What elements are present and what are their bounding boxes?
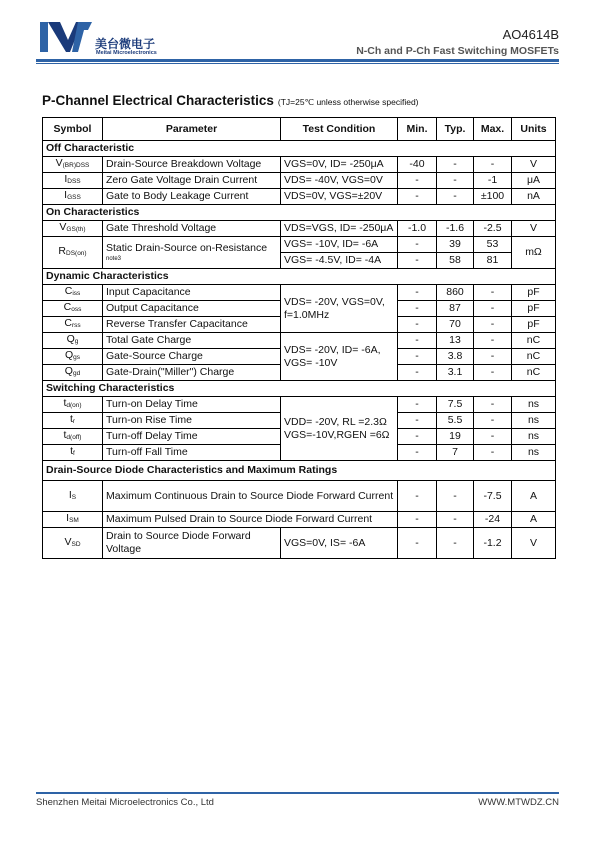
symbol: $I_{DSS}$ bbox=[43, 173, 103, 189]
col-parameter: Parameter bbox=[103, 118, 281, 141]
logo-chinese-text: 美台微电子 bbox=[95, 37, 156, 51]
footer-rule bbox=[36, 792, 559, 794]
max: - bbox=[474, 333, 512, 349]
typ: - bbox=[437, 528, 474, 559]
col-min: Min. bbox=[398, 118, 437, 141]
symbol: $I_S$ bbox=[43, 481, 103, 512]
min: - bbox=[398, 528, 437, 559]
typ: 87 bbox=[437, 301, 474, 317]
typ: 19 bbox=[437, 429, 474, 445]
unit: A bbox=[512, 481, 556, 512]
max: ±100 bbox=[474, 189, 512, 205]
col-units: Units bbox=[512, 118, 556, 141]
table-row bbox=[43, 221, 556, 237]
symbol: $t_{d(on)}$ bbox=[43, 397, 103, 413]
parameter: Turn-on Rise Time bbox=[103, 413, 281, 429]
symbol: $Q_g$ bbox=[43, 333, 103, 349]
max: -1 bbox=[474, 173, 512, 189]
typ: - bbox=[437, 189, 474, 205]
table-row bbox=[43, 481, 556, 512]
table-row bbox=[43, 512, 556, 528]
section-title-text: P-Channel Electrical Characteristics bbox=[42, 93, 274, 108]
group-on: On Characteristics bbox=[43, 205, 556, 221]
table-header-row bbox=[43, 118, 556, 141]
max: -24 bbox=[474, 512, 512, 528]
max: - bbox=[474, 429, 512, 445]
max: - bbox=[474, 349, 512, 365]
max: - bbox=[474, 317, 512, 333]
unit: nA bbox=[512, 189, 556, 205]
symbol: $t_f$ bbox=[43, 445, 103, 461]
test-condition: VDS=0V, VGS=±20V bbox=[281, 189, 398, 205]
typ: - bbox=[437, 481, 474, 512]
footnote-ref: note3 bbox=[106, 256, 122, 262]
col-symbol: Symbol bbox=[43, 118, 103, 141]
parameter: Gate-Source Charge bbox=[103, 349, 281, 365]
max: - bbox=[474, 397, 512, 413]
col-typ: Typ. bbox=[437, 118, 474, 141]
symbol: $t_r$ bbox=[43, 413, 103, 429]
group-off: Off Characteristic bbox=[43, 141, 556, 157]
header-rule-thin bbox=[36, 63, 559, 64]
max: - bbox=[474, 157, 512, 173]
unit: ns bbox=[512, 429, 556, 445]
table-row bbox=[43, 173, 556, 189]
symbol: $C_{oss}$ bbox=[43, 301, 103, 317]
max: - bbox=[474, 285, 512, 301]
document-subtitle: N-Ch and P-Ch Fast Switching MOSFETs bbox=[356, 45, 559, 57]
max: - bbox=[474, 445, 512, 461]
min: - bbox=[398, 445, 437, 461]
part-number: AO4614B bbox=[502, 27, 559, 42]
section-title bbox=[42, 93, 419, 108]
col-test-condition: Test Condition bbox=[281, 118, 398, 141]
min: - bbox=[398, 173, 437, 189]
symbol: $C_{rss}$ bbox=[43, 317, 103, 333]
test-condition: VGS=0V, ID= -250μA bbox=[281, 157, 398, 173]
typ: 7 bbox=[437, 445, 474, 461]
symbol: $C_{iss}$ bbox=[43, 285, 103, 301]
min: - bbox=[398, 365, 437, 381]
footer-company: Shenzhen Meitai Microelectronics Co., Ltd bbox=[36, 797, 214, 808]
min: - bbox=[398, 237, 437, 253]
table-row bbox=[43, 285, 556, 301]
test-condition: VGS= -10V, ID= -6A bbox=[281, 237, 398, 253]
parameter: Input Capacitance bbox=[103, 285, 281, 301]
typ: - bbox=[437, 512, 474, 528]
typ: -1.6 bbox=[437, 221, 474, 237]
max: 53 bbox=[474, 237, 512, 253]
typ: 3.1 bbox=[437, 365, 474, 381]
table-row bbox=[43, 333, 556, 349]
min: - bbox=[398, 429, 437, 445]
symbol: $Q_{gd}$ bbox=[43, 365, 103, 381]
unit: pF bbox=[512, 285, 556, 301]
symbol: $V_{SD}$ bbox=[43, 528, 103, 559]
min: -40 bbox=[398, 157, 437, 173]
unit: nC bbox=[512, 365, 556, 381]
footer-website-link[interactable]: WWW.MTWDZ.CN bbox=[478, 797, 559, 808]
min: - bbox=[398, 413, 437, 429]
typ: - bbox=[437, 157, 474, 173]
min: - bbox=[398, 481, 437, 512]
unit: V bbox=[512, 221, 556, 237]
parameter: Drain-Source Breakdown Voltage bbox=[103, 157, 281, 173]
unit: V bbox=[512, 157, 556, 173]
parameter: Output Capacitance bbox=[103, 301, 281, 317]
typ: 3.8 bbox=[437, 349, 474, 365]
min: - bbox=[398, 301, 437, 317]
typ: 13 bbox=[437, 333, 474, 349]
min: - bbox=[398, 397, 437, 413]
unit: A bbox=[512, 512, 556, 528]
parameter: Maximum Continuous Drain to Source Diode Forward Current bbox=[103, 481, 398, 512]
symbol: $Q_{gs}$ bbox=[43, 349, 103, 365]
logo-english-text: Meitai Microelectronics bbox=[96, 50, 157, 56]
max: -7.5 bbox=[474, 481, 512, 512]
symbol: $V_{GS(th)}$ bbox=[43, 221, 103, 237]
typ: 39 bbox=[437, 237, 474, 253]
symbol: $I_{GSS}$ bbox=[43, 189, 103, 205]
parameter: Turn-off Fall Time bbox=[103, 445, 281, 461]
table-row bbox=[43, 189, 556, 205]
min: - bbox=[398, 512, 437, 528]
max: - bbox=[474, 301, 512, 317]
test-condition: VDS= -20V, ID= -6A, VGS= -10V bbox=[281, 333, 398, 381]
unit: nC bbox=[512, 349, 556, 365]
test-condition: VGS=0V, IS= -6A bbox=[281, 528, 398, 559]
table-row bbox=[43, 528, 556, 559]
parameter: Gate to Body Leakage Current bbox=[103, 189, 281, 205]
group-switching: Switching Characteristics bbox=[43, 381, 556, 397]
parameter: Gate Threshold Voltage bbox=[103, 221, 281, 237]
typ: 70 bbox=[437, 317, 474, 333]
parameter: Static Drain-Source on-Resistance note3 bbox=[103, 237, 281, 269]
unit: mΩ bbox=[512, 237, 556, 269]
symbol: $t_{d(off)}$ bbox=[43, 429, 103, 445]
unit: μA bbox=[512, 173, 556, 189]
unit: ns bbox=[512, 397, 556, 413]
symbol: $R_{DS(on)}$ bbox=[43, 237, 103, 269]
min: - bbox=[398, 189, 437, 205]
parameter: Turn-off Delay Time bbox=[103, 429, 281, 445]
group-diode: Drain-Source Diode Characteristics and Maximum Ratings bbox=[43, 461, 556, 481]
parameter: Total Gate Charge bbox=[103, 333, 281, 349]
unit: nC bbox=[512, 333, 556, 349]
parameter: Maximum Pulsed Drain to Source Diode Forward Current bbox=[103, 512, 398, 528]
test-condition: VDS=VGS, ID= -250μA bbox=[281, 221, 398, 237]
max: - bbox=[474, 413, 512, 429]
min: - bbox=[398, 317, 437, 333]
group-dynamic: Dynamic Characteristics bbox=[43, 269, 556, 285]
parameter: Reverse Transfer Capacitance bbox=[103, 317, 281, 333]
min: - bbox=[398, 333, 437, 349]
min: - bbox=[398, 253, 437, 269]
symbol: $I_{SM}$ bbox=[43, 512, 103, 528]
table-row bbox=[43, 397, 556, 413]
symbol: $V_{(BR)DSS}$ bbox=[43, 157, 103, 173]
test-condition: VDD= -20V, RL =2.3Ω VGS=-10V,RGEN =6Ω bbox=[281, 397, 398, 461]
parameter: Zero Gate Voltage Drain Current bbox=[103, 173, 281, 189]
parameter: Drain to Source Diode Forward Voltage bbox=[103, 528, 281, 559]
unit: ns bbox=[512, 413, 556, 429]
typ: 7.5 bbox=[437, 397, 474, 413]
parameter: Gate-Drain("Miller") Charge bbox=[103, 365, 281, 381]
electrical-characteristics-table bbox=[42, 117, 556, 559]
unit: ns bbox=[512, 445, 556, 461]
test-condition: VDS= -40V, VGS=0V bbox=[281, 173, 398, 189]
typ: 860 bbox=[437, 285, 474, 301]
min: - bbox=[398, 349, 437, 365]
col-max: Max. bbox=[474, 118, 512, 141]
min: - bbox=[398, 285, 437, 301]
max: - bbox=[474, 365, 512, 381]
typ: - bbox=[437, 173, 474, 189]
section-condition-note: (TJ=25℃ unless otherwise specified) bbox=[277, 97, 419, 107]
unit: pF bbox=[512, 301, 556, 317]
unit: pF bbox=[512, 317, 556, 333]
table-row bbox=[43, 157, 556, 173]
parameter: Turn-on Delay Time bbox=[103, 397, 281, 413]
max: -1.2 bbox=[474, 528, 512, 559]
unit: V bbox=[512, 528, 556, 559]
max: -2.5 bbox=[474, 221, 512, 237]
typ: 58 bbox=[437, 253, 474, 269]
max: 81 bbox=[474, 253, 512, 269]
header-rule bbox=[36, 59, 559, 62]
test-condition: VDS= -20V, VGS=0V, f=1.0MHz bbox=[281, 285, 398, 333]
min: -1.0 bbox=[398, 221, 437, 237]
test-condition: VGS= -4.5V, ID= -4A bbox=[281, 253, 398, 269]
typ: 5.5 bbox=[437, 413, 474, 429]
table-row bbox=[43, 237, 556, 253]
